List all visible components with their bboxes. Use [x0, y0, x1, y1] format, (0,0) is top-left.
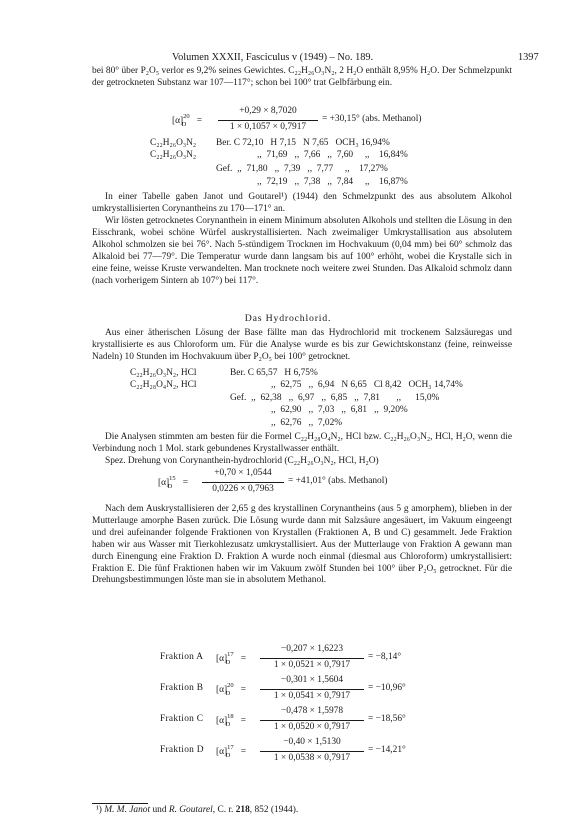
rotation-symbol: $[\alpha]^{15}_D$ =: [158, 475, 188, 490]
fraction-result: = −8,14°: [368, 652, 402, 662]
rotation-symbol: $[\alpha]^{18}_D$ =: [216, 713, 246, 728]
fraction-bar: [260, 751, 364, 752]
fraction-equation-row: [160, 675, 500, 705]
fraction-label: Fraktion B: [160, 683, 204, 693]
fraction-numerator: −0,207 × 1,6223: [280, 644, 344, 654]
gef-line-1: Gef. ,, 71,80 ,, 7,39 ,, 7,77 ,, 17,27%: [216, 164, 388, 174]
fraction-numerator: +0,29 × 8,7020: [239, 106, 297, 116]
fraction-result: = −14,21°: [368, 745, 406, 755]
fraction-bar: [260, 689, 364, 690]
gef-line-2: ,, 72,19 ,, 7,38 ,, 7,84 ,, 16,87%: [257, 177, 408, 187]
fraction-denominator: 1 × 0,0520 × 0,7917: [273, 722, 351, 732]
rotation-equation-1: [172, 106, 512, 136]
paragraph-wir: Wir lösten getrocknetes Corynanthein in einem Minimum absoluten Alkohols und stellten die Lösung in den Eisschrank, wobei schöne Würfel auskrystallisierten. Nach zweimaliger Umkrystallisation aus absolutem Alkohol schmolzen sie bei 76°. Nach 5-stündigem Trocknen im Hochvakuum (0,04 mm) bei 60° schmolz das Alkaloid bei 77—79°. Die Temperatur wurde dann langsam bis auf 100° erhöht, wobei die Krystalle sich in eine feine, weisse Kruste verwandelten. Man trocknete noch weitere zwei Stunden. Das Alkaloid schmolz dann (nach vorherigem Sintern ab 107°) bei 117°.: [92, 216, 512, 286]
paragraph-hydrochlorid: Aus einer ätherischen Lösung der Base fällte man das Hydrochlorid mit trockenem Salzsäuregas und krystallisierte es aus Chloroform um. Für die Analyse wurde es bis zur Gewichtskonstanz (feine, reinweisse Nadeln) 10 Stunden im Hochvakuum über P₂O₅ bei 100° getrocknet.: [92, 328, 512, 362]
footnote-rule: [92, 803, 148, 804]
ber-line-2: ,, 71,69 ,, 7,66 ,, 7,60 ,, 16,84%: [257, 150, 408, 160]
section-title: Das Hydrochlorid.: [244, 313, 332, 324]
rotation-result: = +41,01° (abs. Methanol): [288, 476, 388, 486]
fraction-numerator: −0,478 × 1,5978: [280, 706, 344, 716]
paragraph-analysen: Die Analysen stimmten am besten für die Formel C₂₂H₂₈O₄N₂, HCl bzw. C₂₂H₂₆O₃N₂, HCl, H₂O, wenn die Verbindung noch 1 Mol. stark gebundenes Krystallwasser enthält.: [92, 432, 512, 454]
paragraph-tabelle: In einer Tabelle gaben Janot und Goutarel¹) (1944) den Schmelzpunkt des aus absolutem Alkohol umkrystallisierten Corynantheins zu 170—171° an.: [92, 192, 512, 214]
fraction-bar: [202, 482, 284, 483]
fraction-label: Fraktion D: [160, 745, 204, 755]
fraction-numerator: +0,70 × 1,0544: [214, 468, 272, 478]
rotation-symbol: $[\alpha]^{20}_D$ =: [216, 682, 246, 697]
paragraph-intro: bei 80° über P₂O₅ verlor es 9,2% seines Gewichtes. C₂₂H₂₆O₃N₂, 2 H₂O enthält 8,95% H₂O. Der Schmelzpunkt der getrockneten Substanz war 107—117°; schon bei 100° trat Gelbfärbung ein.: [92, 66, 512, 88]
gef-hcl-line-1: Gef. ,, 62,38 ,, 6,97 ,, 6,85 ,, 7,81 ,, 15,0%: [230, 393, 440, 403]
fraction-label: Fraktion A: [160, 652, 204, 662]
fraction-equation-row: [160, 644, 500, 674]
gef-hcl-line-3: ,, 62,76 ,, 7,02%: [271, 418, 343, 428]
formula-hcl-2: C₂₂H₂₈O₄N₂, HCl: [130, 380, 197, 390]
running-header: Volumen XXXII, Fasciculus v (1949) – No. 189.: [172, 52, 374, 63]
fraction-bar: [260, 658, 364, 659]
formula-2: C₂₂H₂₆O₃N₂: [150, 150, 197, 160]
fraction-denominator: 1 × 0,1057 × 0,7917: [229, 122, 307, 132]
rotation-symbol: $[\alpha]^{20}_D$ =: [172, 113, 202, 128]
rotation-symbol: $[\alpha]^{17}_D$ =: [216, 651, 246, 666]
fraction-bar: [260, 720, 364, 721]
ber-hcl-line-2: ,, 62,75 ,, 6,94 N 6,65 Cl 8,42 OCH₃ 14,74%: [271, 380, 463, 390]
formula-hcl-1: C₂₂H₂₆O₃N₂, HCl: [130, 368, 197, 378]
ber-line-1: Ber. C 72,10 H 7,15 N 7,65 OCH₃ 16,94%: [216, 138, 390, 148]
fraction-label: Fraktion C: [160, 714, 204, 724]
page-number: 1397: [518, 52, 539, 63]
fraction-result: = −10,96°: [368, 683, 406, 693]
formula-1: C₂₂H₂₆O₃N₂: [150, 138, 197, 148]
fraction-equation-row: [160, 706, 500, 736]
rotation-symbol: $[\alpha]^{17}_D$ =: [216, 744, 246, 759]
fraction-bar: [218, 120, 318, 121]
paragraph-nach: Nach dem Auskrystallisieren der 2,65 g des krystallinen Corynantheins (aus 5 g amorphem), blieben in der Mutterlauge amorphe Basen zurück. Die Lösung wurde dann mit Salzsäure angesäuert, im Vakuum eingeengt und drei aufeinander folgende Fraktionen von Krystallen (Fraktionen A, B und C) gesammelt. Jede Fraktion haben wir aus Wasser mit Tierkohlezusatz umkrystallisiert. Aus der Mutterlauge von Fraktion A gewann man durch Einengung eine Fraktion D. Fraktion A wurde noch einmal (diesmal aus Chloroform) umkrystallisiert: Fraktion E. Die fünf Fraktionen haben wir im Vakuum zwölf Stunden bei 100° über P₂O₅ getrocknet. Für die Drehungsbestimmungen löste man sie in absolutem Methanol.: [92, 504, 512, 586]
fraction-equation-row: [160, 737, 500, 767]
fraction-denominator: 1 × 0,0538 × 0,7917: [273, 753, 351, 763]
footnote: ¹) M. M. Janot und R. Goutarel, C. r. 218, 852 (1944).: [96, 805, 299, 815]
ber-hcl-line-1: Ber. C 65,57 H 6,75%: [230, 368, 318, 378]
fraction-result: = −18,56°: [368, 714, 406, 724]
spez-drehung-line: Spez. Drehung von Corynanthein-hydrochlorid (C₂₂H₂₆O₃N₂, HCl, H₂O): [105, 456, 379, 466]
fraction-numerator: −0,40 × 1,5130: [283, 737, 341, 747]
gef-hcl-line-2: ,, 62,90 ,, 7,03 ,, 6,81 ,, 9,20%: [271, 405, 408, 415]
rotation-equation-2: [158, 468, 498, 498]
fraction-denominator: 1 × 0,0521 × 0,7917: [273, 660, 351, 670]
fraction-denominator: 1 × 0,0541 × 0,7917: [273, 691, 351, 701]
fraction-numerator: −0,301 × 1,5604: [280, 675, 344, 685]
rotation-result: = +30,15° (abs. Methanol): [322, 114, 422, 124]
fraction-denominator: 0,0226 × 0,7963: [212, 484, 274, 494]
